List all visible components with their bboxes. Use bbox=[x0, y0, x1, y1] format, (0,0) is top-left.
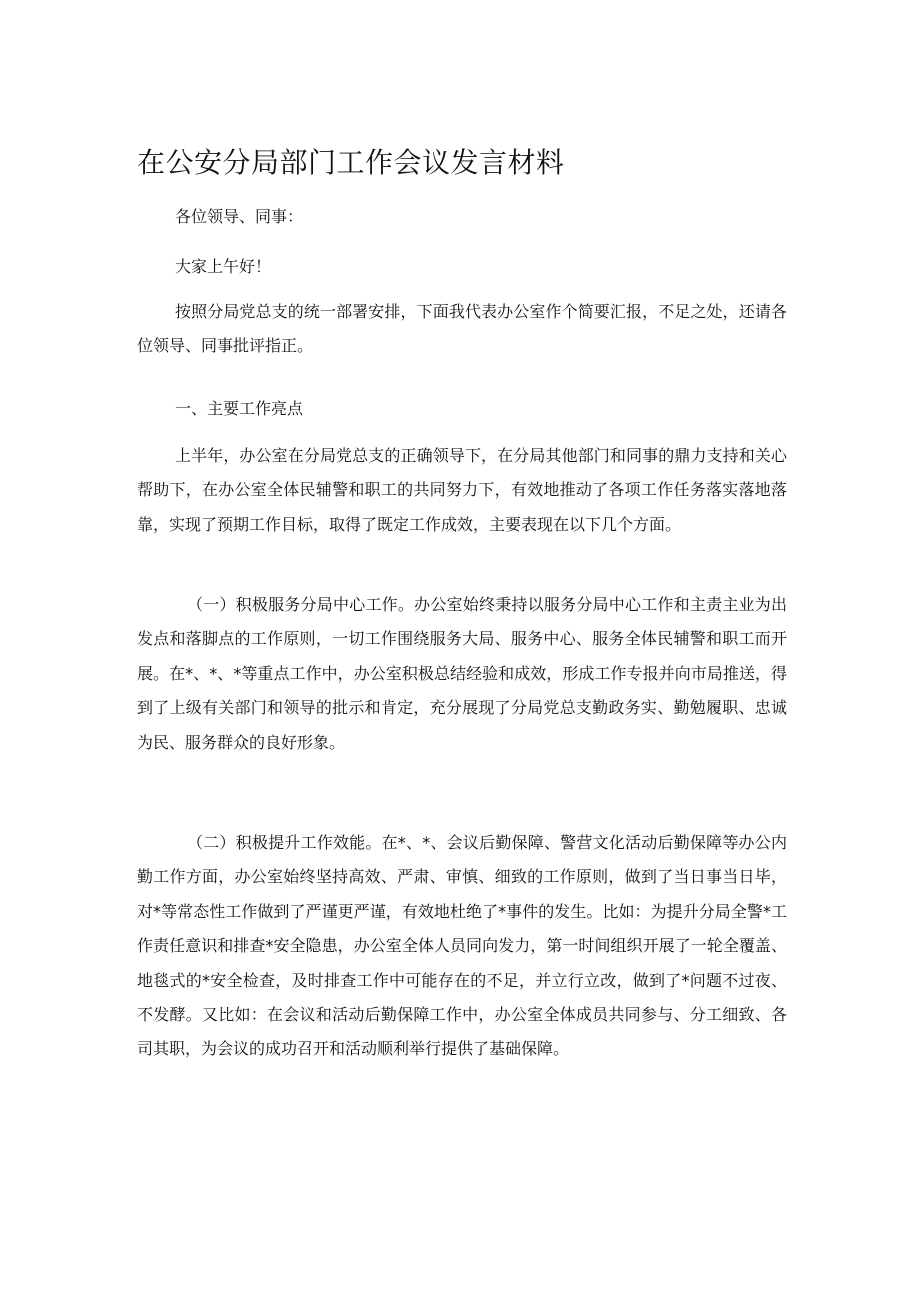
section1-paragraph-block bbox=[137, 439, 787, 542]
greeting: 大家上午好！ bbox=[175, 257, 272, 276]
item2-paragraph: （二）积极提升工作效能。在*、*、会议后勤保障、警营文化活动后勤保障等办公内勤工作方面，办公室始终坚持高效、严肃、审慎、细致的工作原则，做到了当日事当日毕，对*等常态性工作做到了严谨更严谨，有效地杜绝了*事件的发生。比如：为提升分局全警*工作责任意识和排查*安全隐患，办公室全体人员同向发力，第一时间组织开展了一轮全覆盖、地毯式的*安全检查，及时排查工作中可能存在的不足，并立行立改，做到了*问题不过夜、不发酵。又比如：在会议和活动后勤保障工作中，办公室全体成员共同参与、分工细致、各司其职，为会议的成功召开和活动顺利举行提供了基础保障。 bbox=[137, 833, 787, 1059]
intro-paragraph: 按照分局党总支的统一部署安排，下面我代表办公室作个简要汇报，不足之处，还请各位领导、同事批评指正。 bbox=[137, 302, 787, 356]
section-heading: 一、主要工作亮点 bbox=[175, 399, 304, 418]
salutation: 各位领导、同事： bbox=[175, 207, 304, 226]
section1-paragraph: 上半年，办公室在分局党总支的正确领导下，在分局其他部门和同事的鼎力支持和关心帮助下，在办公室全体民辅警和职工的共同努力下，有效地推动了各项工作任务落实落地落靠，实现了预期工作目标，取得了既定工作成效，主要表现在以下几个方面。 bbox=[137, 446, 787, 534]
item1-paragraph: （一）积极服务分局中心工作。办公室始终秉持以服务分局中心工作和主责主业为出发点和落脚点的工作原则，一切工作围绕服务大局、服务中心、服务全体民辅警和职工而开展。在*、*、*等重点工作中，办公室积极总结经验和成效，形成工作专报并向市局推送，得到了上级有关部门和领导的批示和肯定，充分展现了分局党总支勤政务实、勤勉履职、忠诚为民、服务群众的良好形象。 bbox=[137, 595, 787, 752]
document-title: 在公安分局部门工作会议发言材料 bbox=[137, 146, 565, 179]
item1-paragraph-block bbox=[137, 588, 787, 760]
item2-paragraph-block bbox=[137, 826, 787, 1067]
intro-paragraph-block bbox=[137, 295, 787, 364]
